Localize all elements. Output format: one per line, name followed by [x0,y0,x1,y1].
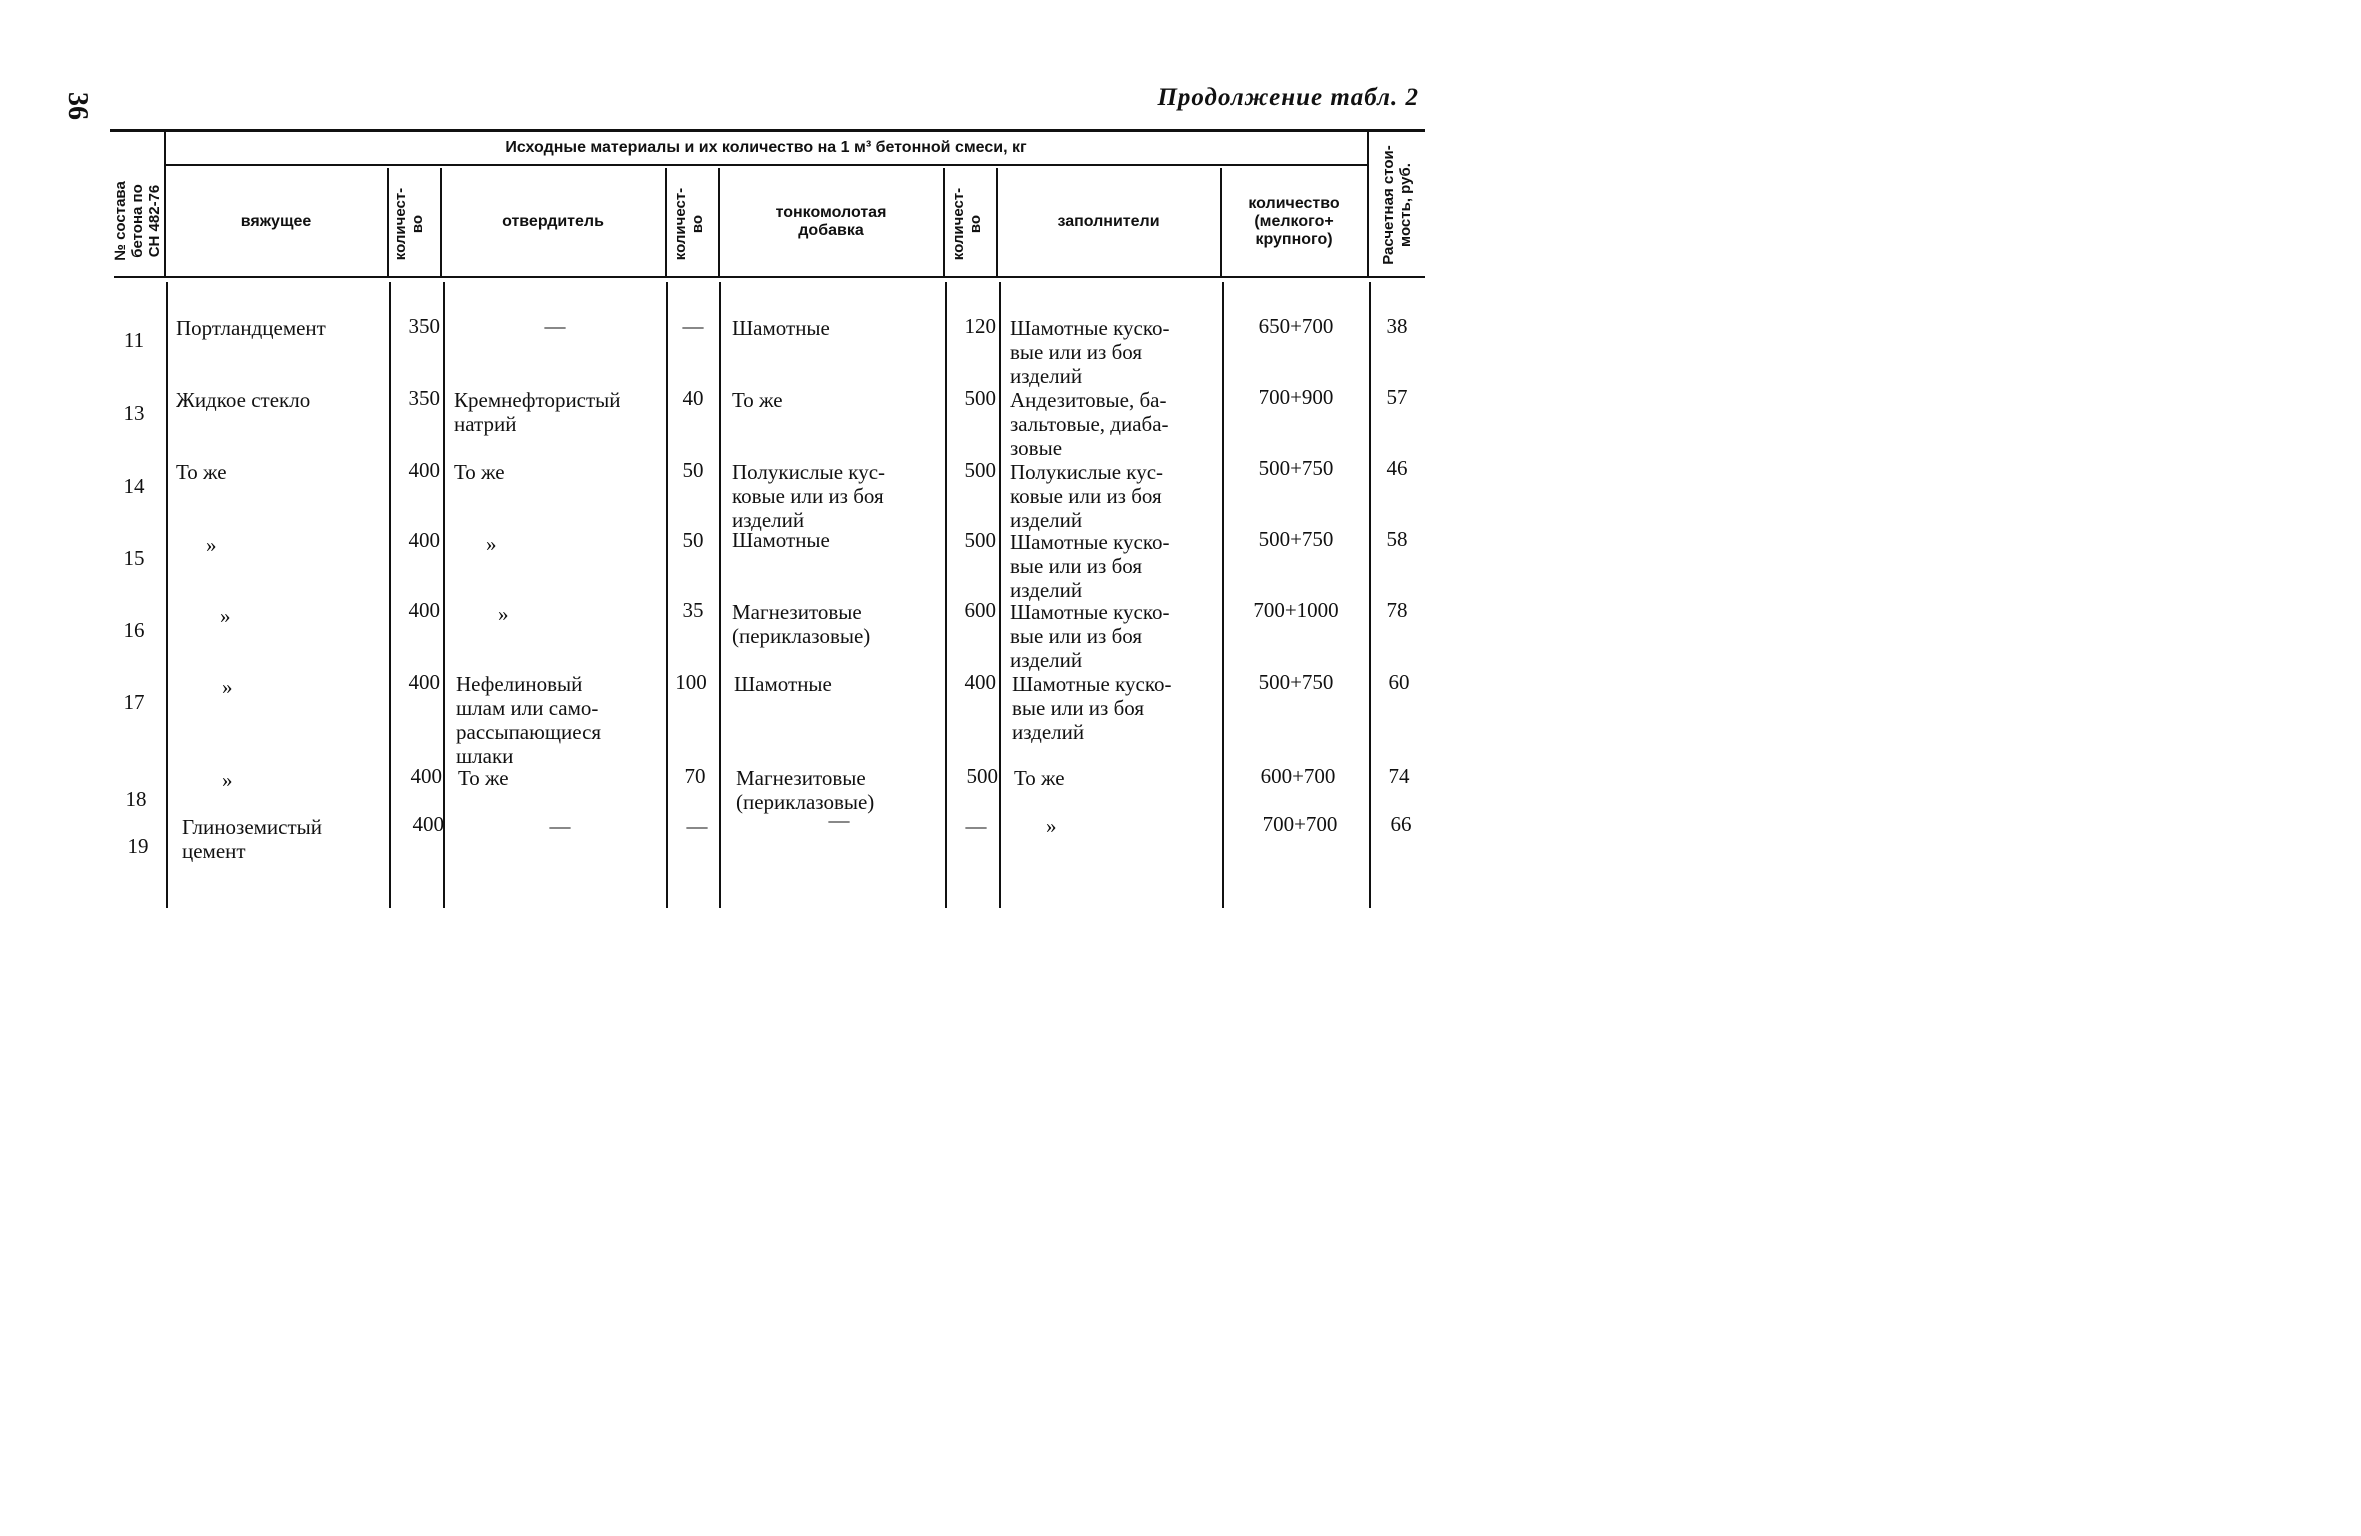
additive-qty-cell: — [965,814,987,838]
binder-cell: » [206,533,217,557]
cost-cell: 57 [1386,385,1408,409]
row-number: 11 [123,328,145,352]
cost-cell: 58 [1386,527,1408,551]
binder-cell: » [222,675,233,699]
cost-cell: 78 [1386,598,1408,622]
hardener-cell: — [549,814,571,838]
fillers-cell: Шамотные куско- вые или из боя изделий [1012,672,1172,744]
hardener-cell: — [544,314,566,338]
binder-qty-cell: 400 [408,670,440,694]
binder-cell: Жидкое стекло [176,388,311,412]
additive-cell: Полукислые кус- ковые или из боя изделий [732,460,886,532]
header-quantity-hardener: количест- во [672,187,706,261]
cost-cell: 66 [1390,812,1412,836]
additive-cell: То же [732,388,783,412]
binder-qty-cell: 350 [408,386,440,410]
binder-cell: Портландцемент [176,316,326,340]
hardener-qty-cell: 40 [682,386,704,410]
cost-cell: 74 [1388,764,1410,788]
cost-cell: 46 [1386,456,1408,480]
fillers-cell: Шамотные куско- вые или из боя изделий [1010,530,1170,602]
cost-cell: 60 [1388,670,1410,694]
additive-qty-cell: 500 [964,458,996,482]
hardener-qty-cell: 100 [675,670,707,694]
filler-qty-cell: 500+750 [1258,456,1334,480]
additive-cell: Шамотные [732,316,830,340]
body-divider [389,282,391,908]
header-fillers: заполнители [1057,213,1160,230]
additive-qty-cell: 400 [964,670,996,694]
filler-qty-cell: 700+700 [1262,812,1338,836]
header-hardener: отвердитель [502,213,604,230]
binder-cell: » [220,604,231,628]
filler-qty-cell: 700+900 [1258,385,1334,409]
additive-qty-cell: 500 [964,386,996,410]
binder-cell: То же [176,460,227,484]
binder-qty-cell: 400 [408,458,440,482]
hardener-qty-cell: — [682,314,704,338]
additive-qty-cell: 600 [964,598,996,622]
body-divider [1222,282,1224,908]
header-bottom-rule [114,276,1425,278]
hardener-qty-cell: 50 [682,528,704,552]
hardener-cell: Нефелиновый шлам или само- рассыпающиеся шлаки [456,672,602,768]
filler-qty-cell: 500+750 [1258,527,1334,551]
binder-cell: Глиноземистый цемент [182,815,323,863]
binder-qty-cell: 400 [408,598,440,622]
row-number: 15 [123,546,145,570]
header-group-title: Исходные материалы и их количество на 1 м³ бетонной смеси, кг [505,139,1027,156]
additive-cell: — [828,808,850,832]
binder-cell: » [222,768,233,792]
header-quantity-binder: количест- во [392,187,426,261]
hardener-qty-cell: — [686,814,708,838]
filler-qty-cell: 500+750 [1258,670,1334,694]
fillers-cell: » [1046,814,1057,838]
header-divider [1367,131,1369,276]
hardener-qty-cell: 70 [684,764,706,788]
fillers-cell: Шамотные куско- вые или из боя изделий [1010,316,1170,388]
filler-qty-cell: 650+700 [1258,314,1334,338]
header-composition-number: № состава бетона по СН 482-76 [112,181,163,261]
fillers-cell: Полукислые кус- ковые или из боя изделий [1010,460,1164,532]
row-number: 18 [125,787,147,811]
additive-cell: Магнезитовые (периклазовые) [732,600,871,648]
row-number: 16 [123,618,145,642]
hardener-cell: » [486,532,497,556]
fillers-cell: Шамотные куско- вые или из боя изделий [1010,600,1170,672]
binder-qty-cell: 350 [408,314,440,338]
header-divider [943,168,945,276]
additive-qty-cell: 500 [964,528,996,552]
binder-qty-cell: 400 [412,812,444,836]
header-estimated-cost: Расчетная стои- мость, руб. [1380,145,1414,265]
hardener-qty-cell: 50 [682,458,704,482]
hardener-cell: » [498,602,509,626]
fillers-cell: То же [1014,766,1065,790]
filler-qty-cell: 700+1000 [1253,598,1339,622]
group-header-rule [165,164,1368,166]
hardener-cell: То же [454,460,505,484]
hardener-cell: То же [458,766,509,790]
header-quantity-additive: количест- во [950,187,984,261]
row-number: 13 [123,401,145,425]
header-filler-quantity: количество (мелкого+ крупного) [1248,195,1340,248]
header-divider [387,168,389,276]
header-additive: тонкомолотая добавка [775,204,887,239]
row-number: 19 [127,834,149,858]
header-binder: вяжущее [240,213,312,230]
row-number: 14 [123,474,145,498]
additive-qty-cell: 500 [966,764,998,788]
additive-cell: Шамотные [734,672,832,696]
binder-qty-cell: 400 [410,764,442,788]
additive-cell: Магнезитовые (периклазовые) [736,766,875,814]
hardener-qty-cell: 35 [682,598,704,622]
fillers-cell: Андезитовые, ба- зальтовые, диаба- зовые [1010,388,1169,460]
additive-cell: Шамотные [732,528,830,552]
hardener-cell: Кремнефтористый натрий [454,388,621,436]
additive-qty-cell: 120 [964,314,996,338]
body-divider [166,282,168,908]
table-caption: Продолжение табл. 2 [1157,84,1419,111]
filler-qty-cell: 600+700 [1260,764,1336,788]
binder-qty-cell: 400 [408,528,440,552]
page-number: 36 [62,92,93,120]
row-number: 17 [123,690,145,714]
cost-cell: 38 [1386,314,1408,338]
header-divider [665,168,667,276]
table-top-rule [110,129,1425,132]
